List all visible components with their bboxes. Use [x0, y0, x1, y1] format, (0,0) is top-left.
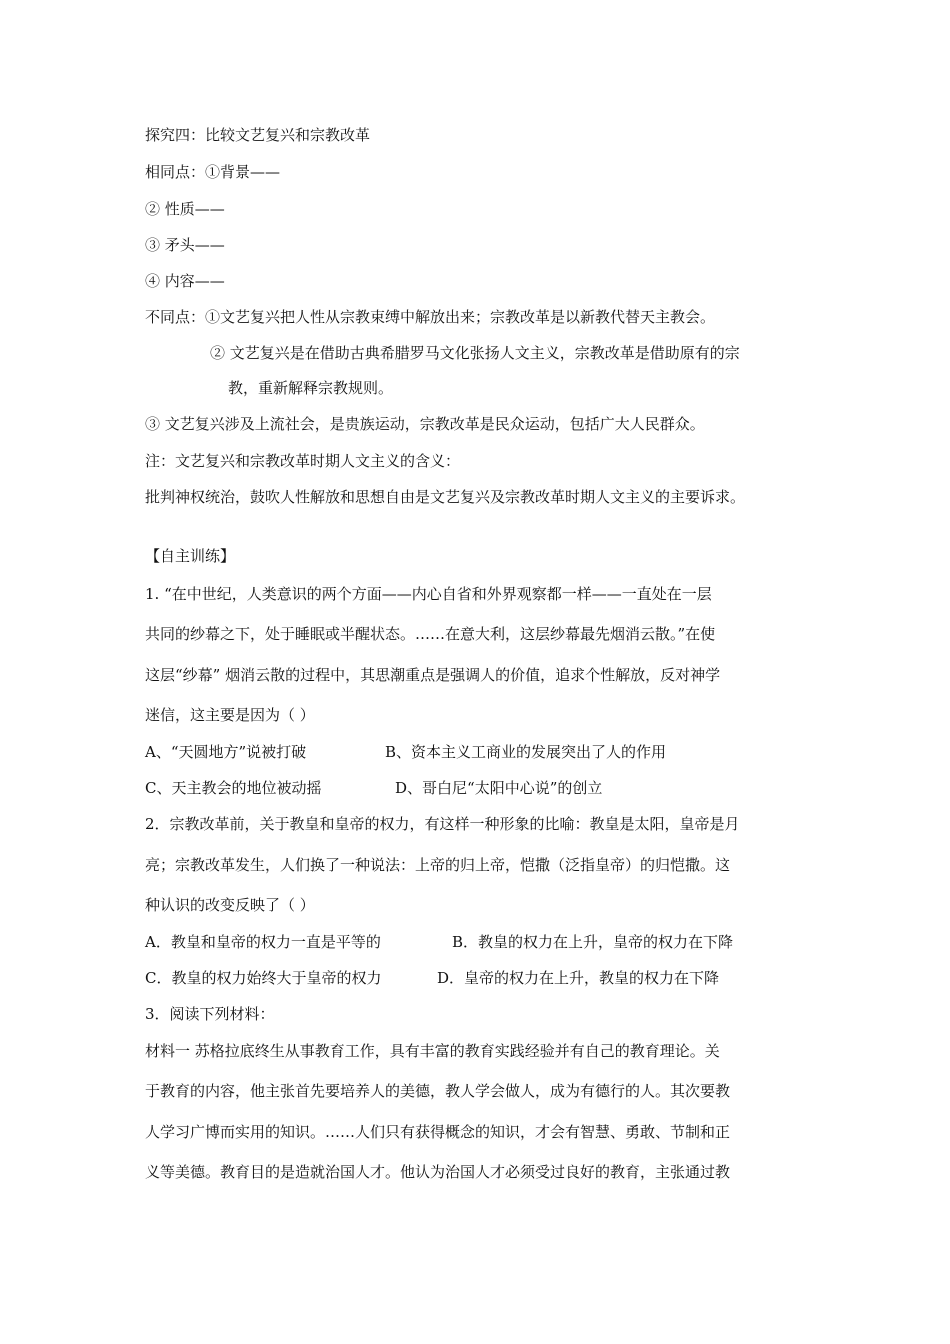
q1-option-c: C、天主教会的地位被动摇 — [145, 779, 322, 797]
diff-point-1: 不同点：①文艺复兴把人性从宗教束缚中解放出来；宗教改革是以新教代替天主教会。 — [145, 308, 716, 326]
q2-option-a: A．教皇和皇帝的权力一直是平等的 — [145, 933, 381, 951]
q2-option-b: B．教皇的权力在上升，皇帝的权力在下降 — [452, 933, 734, 951]
q3-material-line: 材料一 苏格拉底终生从事教育工作，具有丰富的教育实践经验并有自己的教育理论。关 — [145, 1042, 720, 1060]
q1-option-d: D、哥白尼“太阳中心说”的创立 — [395, 779, 603, 797]
q1-line: 迷信，这主要是因为（ ） — [145, 706, 315, 724]
q1-option-a: A、“天圆地方”说被打破 — [145, 743, 307, 761]
note-body: 批判神权统治，鼓吹人性解放和思想自由是文艺复兴及宗教改革时期人文主义的主要诉求。 — [145, 488, 746, 506]
q3-intro: 3．阅读下列材料： — [145, 1005, 275, 1023]
diff-point-2: ② 文艺复兴是在借助古典希腊罗马文化张扬人文主义，宗教改革是借助原有的宗 — [210, 344, 740, 362]
q2-line: 种认识的改变反映了（ ） — [145, 896, 315, 914]
q3-material-line: 人学习广博而实用的知识。……人们只有获得概念的知识，才会有智慧、勇敢、节制和正 — [145, 1123, 731, 1141]
same-point-2: ② 性质—— — [145, 200, 225, 218]
same-point-3: ③ 矛头—— — [145, 236, 225, 254]
q1-line: 共同的纱幕之下，处于睡眠或半醒状态。……在意大利，这层纱幕最先烟消云散。”在使 — [145, 625, 716, 643]
q1-line: 这层“纱幕” 烟消云散的过程中，其思潮重点是强调人的价值，追求个性解放，反对神学 — [145, 666, 721, 684]
q1-option-b: B、资本主义工商业的发展突出了人的作用 — [385, 743, 667, 761]
same-point-4: ④ 内容—— — [145, 272, 225, 290]
section-heading: 探究四：比较文艺复兴和宗教改革 — [145, 126, 371, 144]
diff-point-2-cont: 教，重新解释宗教规则。 — [228, 379, 394, 397]
diff-point-3: ③ 文艺复兴涉及上流社会，是贵族运动，宗教改革是民众运动，包括广大人民群众。 — [145, 415, 705, 433]
same-point-1: 相同点：①背景—— — [145, 163, 281, 181]
q2-line: 亮；宗教改革发生，人们换了一种说法：上帝的归上帝，恺撒（泛指皇帝）的归恺撒。这 — [145, 856, 731, 874]
note-title: 注：文艺复兴和宗教改革时期人文主义的含义： — [145, 452, 461, 470]
training-heading: 【自主训练】 — [145, 547, 236, 565]
q1-line: 1. “在中世纪，人类意识的两个方面——内心自省和外界观察都一样——一直处在一层 — [145, 585, 712, 603]
q2-line: 2．宗教改革前，关于教皇和皇帝的权力，有这样一种形象的比喻：教皇是太阳，皇帝是月 — [145, 815, 740, 833]
q3-material-line: 义等美德。教育目的是造就治国人才。他认为治国人才必须受过良好的教育，主张通过教 — [145, 1163, 731, 1181]
q2-option-d: D．皇帝的权力在上升，教皇的权力在下降 — [437, 969, 720, 987]
q2-option-c: C．教皇的权力始终大于皇帝的权力 — [145, 969, 382, 987]
q3-material-line: 于教育的内容，他主张首先要培养人的美德，教人学会做人，成为有德行的人。其次要教 — [145, 1082, 731, 1100]
